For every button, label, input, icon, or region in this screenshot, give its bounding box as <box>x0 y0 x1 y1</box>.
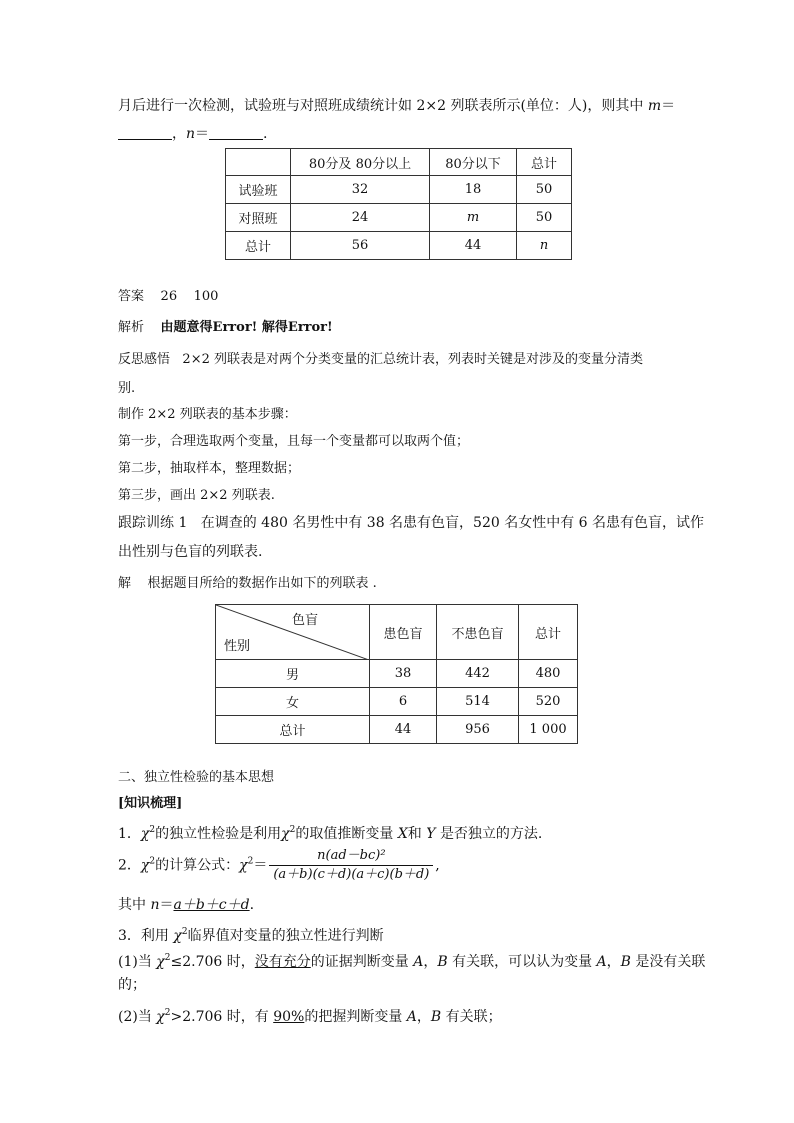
text-fragment: A <box>406 1009 417 1025</box>
reflection-label: 反思感悟 <box>118 352 171 367</box>
table-cell: 56 <box>291 232 430 260</box>
table-row <box>216 716 578 744</box>
text-fragment: ， <box>423 954 438 970</box>
corner-top-label: 色盲 <box>292 613 319 628</box>
table-header-cell: 80分及 80分以上 <box>291 149 430 176</box>
text-fragment: B <box>430 1009 442 1025</box>
answer-value: 26 <box>160 289 178 304</box>
text-fragment: 的取值推断变量 <box>295 826 394 842</box>
table-header-cell: 不患色盲 <box>437 605 519 660</box>
table-header-cell: 80分以下 <box>430 149 517 176</box>
text-fragment: 1． <box>118 826 141 842</box>
table-cell: 442 <box>437 660 519 688</box>
table-cell: 对照班 <box>226 204 291 232</box>
text-fragment: 2 <box>289 825 296 835</box>
answer-value: 100 <box>193 289 219 304</box>
table-cell: m <box>430 204 517 232</box>
text-fragment: (2)当 <box>118 1009 157 1025</box>
text-fragment: 的独立性检验是利用 <box>155 826 282 842</box>
text-fragment: n(ad－bc)² <box>269 848 433 866</box>
table-cell: 男 <box>216 660 370 688</box>
text-fragment: ≤2.706 时， <box>170 954 255 970</box>
table-cell: 514 <box>437 688 519 716</box>
text-fragment: ＝ <box>159 897 174 913</box>
item-3 <box>118 922 384 946</box>
table-cell: 32 <box>291 176 430 204</box>
table-header-cell: 总计 <box>519 605 578 660</box>
text-fragment: χ <box>156 954 165 970</box>
contingency-table-1 <box>225 148 572 260</box>
item-2 <box>118 848 440 883</box>
text-fragment: ， <box>606 954 621 970</box>
text-fragment: ＝ <box>253 857 268 874</box>
reflection-text: 制作 2×2 列联表的基本步骤： <box>118 407 297 422</box>
text-fragment: χ <box>239 857 248 874</box>
text-fragment: 2 <box>164 953 171 963</box>
blank-n <box>209 125 263 140</box>
reflection-text: 别. <box>118 381 136 396</box>
exercise-text: 在调查的 480 名男性中有 38 名患有色盲，520 名女性中有 6 名患有色盲，试作 <box>200 515 705 531</box>
analysis-text: 由题意得Error! 解得Error! <box>160 320 333 335</box>
text-fragment: n <box>150 897 160 913</box>
text-fragment: A <box>413 954 424 970</box>
text-fragment: 的把握判断变量 <box>304 1009 407 1025</box>
case-1 <box>118 948 705 972</box>
text-fragment: 有关联，可以认为变量 <box>447 954 597 970</box>
table-cell: 18 <box>430 176 517 204</box>
text-fragment: A <box>596 954 607 970</box>
text-fragment: (a＋b)(c＋d)(a＋c)(b＋d) <box>273 867 430 882</box>
intro-line-2 <box>118 124 267 144</box>
text-fragment: χ <box>173 928 182 944</box>
text-fragment: 2 <box>164 1008 171 1018</box>
table-cell: 520 <box>519 688 578 716</box>
table-cell: 38 <box>370 660 437 688</box>
table-cell: 试验班 <box>226 176 291 204</box>
text-fragment: 是没有关联 <box>630 954 706 970</box>
table-cell: 女 <box>216 688 370 716</box>
table-header-row <box>226 149 572 176</box>
text-fragment: 其中 <box>118 897 151 913</box>
text-fragment: B <box>437 954 448 970</box>
text-fragment: 90% <box>273 1009 305 1025</box>
table-header-cell: 总计 <box>517 149 572 176</box>
table-cell: 480 <box>519 660 578 688</box>
table-row <box>226 232 572 260</box>
reflection-text: 第一步，合理选取两个变量，且每一个变量都可以取两个值； <box>118 434 470 449</box>
exercise-label: 跟踪训练 1 <box>118 515 188 531</box>
analysis-label: 解析 <box>118 320 145 335</box>
analysis-line <box>118 318 333 338</box>
equals-sign: ＝ <box>195 126 210 142</box>
case-1-continued: 的； <box>118 977 146 993</box>
table-row <box>216 660 578 688</box>
table-header-cell <box>226 149 291 176</box>
answer-line <box>118 287 218 307</box>
table-cell: 50 <box>517 204 572 232</box>
blank-m <box>118 125 172 140</box>
table-cell: 24 <box>291 204 430 232</box>
text-fragment: 和 <box>407 826 422 842</box>
table-cell: 总计 <box>216 716 370 744</box>
text-fragment: 没有充分 <box>254 954 311 970</box>
intro-line-1 <box>118 96 675 116</box>
table-row <box>226 204 572 232</box>
text-fragment: B <box>620 954 631 970</box>
table-row <box>216 688 578 716</box>
text-fragment: 是否独立的方法. <box>439 826 543 842</box>
separator: ， <box>172 126 186 142</box>
text-fragment: 临界值对变量的独立性进行判断 <box>187 928 384 944</box>
exercise-text: 出性别与色盲的列联表. <box>118 544 263 560</box>
corner-bottom-label: 性别 <box>224 639 251 654</box>
answer-label: 答案 <box>118 289 145 304</box>
section-heading: 二、独立性检验的基本思想 <box>118 770 275 785</box>
text-fragment: 3．利用 <box>118 928 169 944</box>
text-fragment: (1)当 <box>118 954 157 970</box>
text-fragment: a＋b＋c＋d <box>173 897 250 913</box>
table-cell: 1 000 <box>519 716 578 744</box>
text-fragment: ， <box>416 1009 431 1025</box>
table-cell: 44 <box>430 232 517 260</box>
item-1 <box>118 820 542 844</box>
table-cell: 总计 <box>226 232 291 260</box>
reflection-text: 第三步，画出 2×2 列联表. <box>118 488 275 503</box>
text-fragment: χ <box>156 1009 165 1025</box>
table-cell: 956 <box>437 716 519 744</box>
text-fragment: . <box>249 897 255 913</box>
var-n: n <box>186 126 196 142</box>
chi-square-formula <box>269 848 433 883</box>
period: . <box>263 126 268 142</box>
text-fragment: 2 <box>149 825 156 835</box>
text-fragment: X <box>397 826 408 842</box>
text-fragment: >2.706 时，有 <box>170 1009 274 1025</box>
table-cell: 50 <box>517 176 572 204</box>
solution-line <box>118 574 377 594</box>
exercise-line-1 <box>118 513 704 533</box>
text-fragment: 的计算公式： <box>155 857 240 874</box>
case-2 <box>118 1003 502 1027</box>
reflection-text: 第二步，抽取样本，整理数据； <box>118 461 301 476</box>
table-row <box>226 176 572 204</box>
text-fragment: 2 <box>149 856 156 867</box>
text-fragment: Y <box>426 826 436 842</box>
knowledge-label: [知识梳理] <box>118 796 183 811</box>
table-header-cell: 患色盲 <box>370 605 437 660</box>
text-fragment: 2 <box>247 856 254 867</box>
text-fragment: 有关联； <box>441 1009 502 1025</box>
table-cell: n <box>517 232 572 260</box>
table-cell: 44 <box>370 716 437 744</box>
equals-sign: ＝ <box>661 98 676 114</box>
where-line <box>118 895 254 915</box>
solution-label: 解 <box>118 576 132 591</box>
var-m: m <box>647 98 662 114</box>
table-cell: 6 <box>370 688 437 716</box>
reflection-text: 2×2 列联表是对两个分类变量的汇总统计表，列表时关键是对涉及的变量分清类 <box>182 352 643 367</box>
table-header-row <box>216 605 578 660</box>
intro-text: 月后进行一次检测，试验班与对照班成绩统计如 2×2 列联表所示(单位：人)，则其中 <box>118 98 644 114</box>
text-fragment: χ <box>140 857 150 874</box>
text-fragment: χ <box>281 826 290 842</box>
contingency-table-2 <box>215 604 578 744</box>
text-fragment: 的证据判断变量 <box>310 954 414 970</box>
solution-text: 根据题目所给的数据作出如下的列联表 . <box>147 576 377 591</box>
text-fragment: 2． <box>118 857 141 874</box>
diagonal-corner-cell <box>216 605 370 660</box>
text-fragment: 2 <box>181 927 188 937</box>
text-fragment: χ <box>140 826 150 842</box>
text-fragment: , <box>435 857 440 874</box>
reflection-line-1 <box>118 350 643 370</box>
